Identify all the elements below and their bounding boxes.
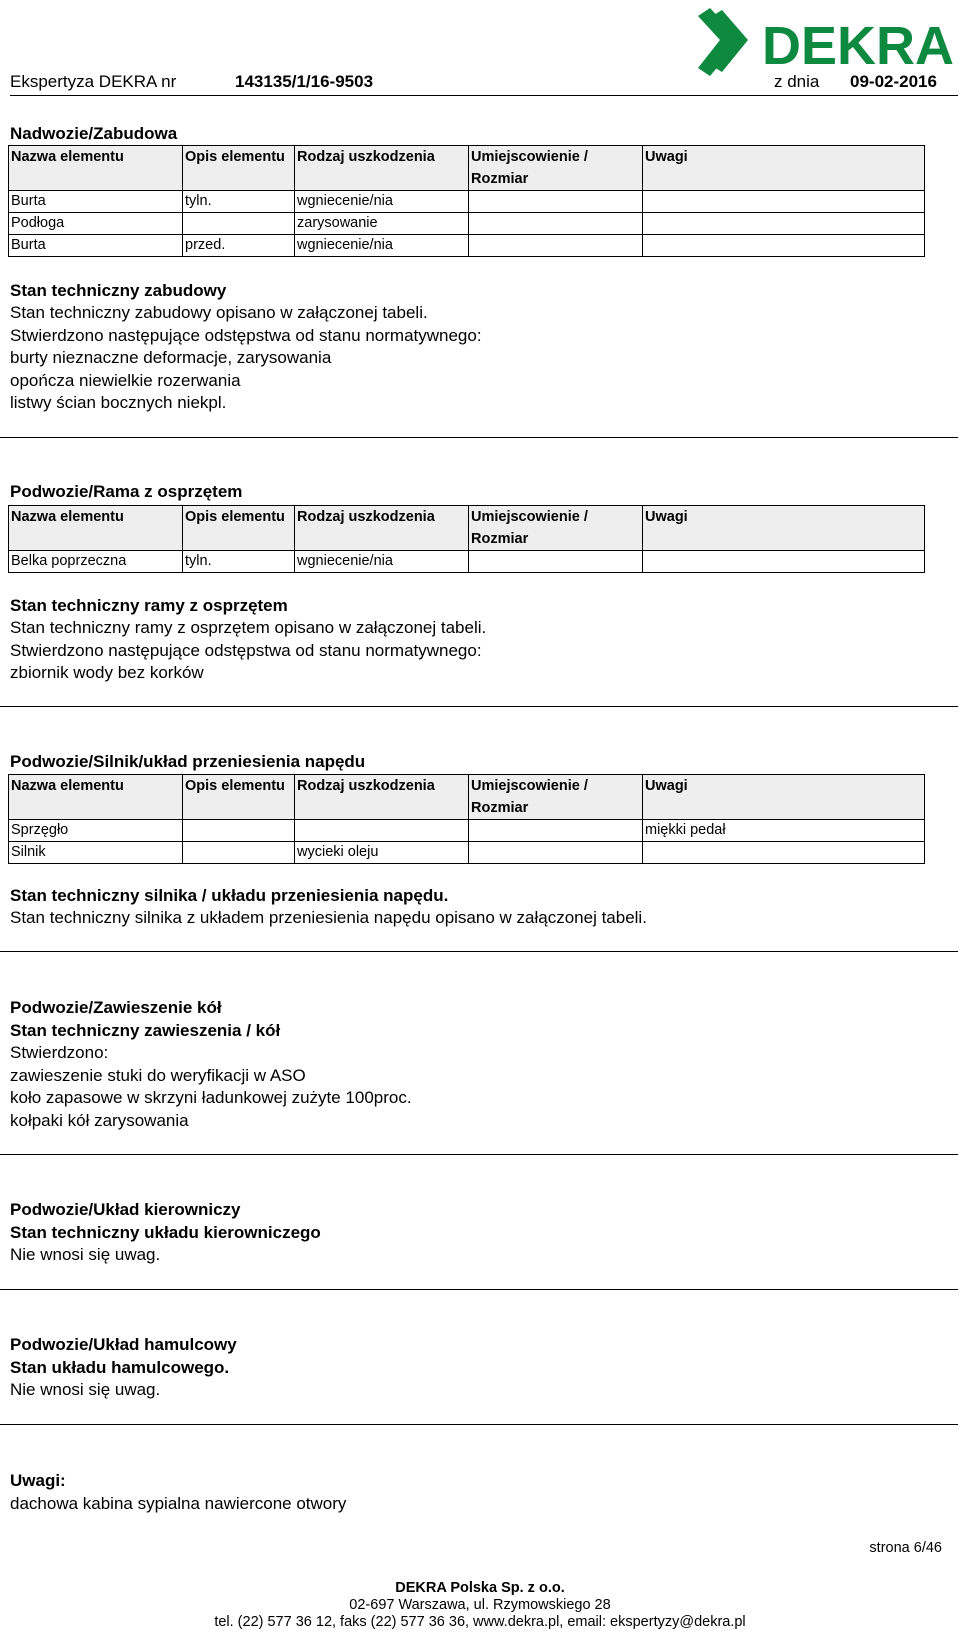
col-header-location: Umiejscowienie / Rozmiar (469, 775, 643, 820)
section-uwagi (10, 1470, 346, 1515)
cell-description: tyln. (183, 191, 295, 213)
cell-description: tyln. (183, 551, 295, 573)
cell-damage-type: wycieki oleju (295, 842, 469, 864)
col-header-name: Nazwa elementu (9, 146, 183, 191)
section-divider (0, 951, 958, 952)
status-title-zawieszenie: Stan techniczny zawieszenia / kół (10, 1020, 281, 1040)
report-label: Ekspertyza DEKRA nr (10, 72, 177, 91)
section-title-uwagi: Uwagi: (10, 1471, 66, 1490)
col-header-name: Nazwa elementu (9, 506, 183, 551)
cell-name: Burta (9, 235, 183, 257)
table-row (9, 820, 925, 842)
text-line: Stwierdzono następujące odstępstwa od stanu normatywnego: (10, 325, 482, 345)
cell-notes (643, 551, 925, 573)
table-row (9, 213, 925, 235)
cell-location (469, 842, 643, 864)
damage-table-silnik (8, 774, 925, 864)
table-row (9, 235, 925, 257)
page-value: 6/46 (913, 1540, 942, 1556)
col-header-location: Umiejscowienie / Rozmiar (469, 506, 643, 551)
table-header-row (9, 775, 925, 820)
table-row (9, 551, 925, 573)
col-header-description: Opis elementu (183, 506, 295, 551)
cell-notes (643, 213, 925, 235)
text-line: Stan techniczny ramy z osprzętem opisano w załączonej tabeli. (10, 618, 487, 637)
col-header-description: Opis elementu (183, 775, 295, 820)
cell-description: przed. (183, 235, 295, 257)
report-date: 09-02-2016 (850, 72, 937, 91)
section-divider (0, 1289, 958, 1290)
cell-damage-type: wgniecenie/nia (295, 191, 469, 213)
section-zawieszenie (10, 997, 412, 1132)
section-title-nadwozie: Nadwozie/Zabudowa (10, 124, 178, 143)
cell-notes (643, 235, 925, 257)
cell-location (469, 820, 643, 842)
dekra-wordmark: DEKRA (762, 16, 955, 76)
status-title-kierowniczy: Stan techniczny układu kierowniczego (10, 1222, 321, 1242)
text-line: koło zapasowe w skrzyni ładunkowej zużyte 100proc. (10, 1088, 412, 1107)
table-row (9, 842, 925, 864)
section-title-kierowniczy: Podwozie/Układ kierowniczy (10, 1200, 241, 1219)
cell-description (183, 213, 295, 235)
cell-location (469, 213, 643, 235)
table-row (9, 191, 925, 213)
text-line: zawieszenie stuki do weryfikacji w ASO (10, 1065, 306, 1085)
section-title-zawieszenie: Podwozie/Zawieszenie kół (10, 998, 222, 1017)
section-kierowniczy (10, 1199, 321, 1267)
text-line: Stwierdzono: (10, 1043, 109, 1062)
text-line: Stan techniczny zabudowy opisano w załączonej tabeli. (10, 303, 428, 322)
col-header-location: Umiejscowienie / Rozmiar (469, 146, 643, 191)
footer-company: DEKRA Polska Sp. z o.o. (395, 1580, 565, 1596)
section-divider (0, 1424, 958, 1425)
cell-name: Podłoga (9, 213, 183, 235)
section-divider (0, 1154, 958, 1155)
cell-location (469, 191, 643, 213)
page-number (869, 1540, 942, 1556)
cell-description (183, 820, 295, 842)
status-text-silnik (10, 907, 647, 930)
status-text-rama (10, 617, 486, 685)
table-header-row (9, 146, 925, 191)
text-line: Nie wnosi się uwag. (10, 1245, 161, 1264)
text-line: dachowa kabina sypialna nawiercone otwory (10, 1493, 347, 1513)
col-header-notes: Uwagi (643, 146, 925, 191)
col-header-damage-type: Rodzaj uszkodzenia (295, 146, 469, 191)
col-header-name: Nazwa elementu (9, 775, 183, 820)
cell-damage-type: wgniecenie/nia (295, 235, 469, 257)
col-header-notes: Uwagi (643, 506, 925, 551)
text-line: listwy ścian bocznych niekpl. (10, 393, 227, 412)
col-header-damage-type: Rodzaj uszkodzenia (295, 506, 469, 551)
text-line: Nie wnosi się uwag. (10, 1380, 161, 1399)
section-title-hamulcowy: Podwozie/Układ hamulcowy (10, 1335, 237, 1354)
text-line: Stwierdzono następujące odstępstwa od stanu normatywnego: (10, 640, 482, 660)
text-line: zbiornik wody bez korków (10, 663, 204, 682)
status-title-silnik: Stan techniczny silnika / układu przeniesienia napędu. (10, 886, 449, 905)
footer-address: 02-697 Warszawa, ul. Rzymowskiego 28 (349, 1597, 611, 1613)
status-title-hamulcowy: Stan układu hamulcowego. (10, 1357, 230, 1377)
cell-name: Sprzęgło (9, 820, 183, 842)
text-line: Stan techniczny silnika z układem przeniesienia napędu opisano w załączonej tabeli. (10, 908, 647, 927)
table-header-row (9, 506, 925, 551)
section-divider (0, 706, 958, 707)
cell-name: Belka poprzeczna (9, 551, 183, 573)
cell-location (469, 551, 643, 573)
footer-contact: tel. (22) 577 36 12, faks (22) 577 36 36, www.dekra.pl, email: ekspertyzy@dekra.pl (214, 1614, 746, 1630)
text-line: opończa niewielkie rozerwania (10, 370, 241, 390)
cell-name: Silnik (9, 842, 183, 864)
col-header-notes: Uwagi (643, 775, 925, 820)
section-title-rama: Podwozie/Rama z osprzętem (10, 482, 243, 501)
damage-table-nadwozie (8, 145, 925, 257)
cell-name: Burta (9, 191, 183, 213)
report-date-label: z dnia (774, 72, 820, 91)
status-title-rama: Stan techniczny ramy z osprzętem (10, 596, 288, 615)
dekra-logo (698, 6, 960, 78)
damage-table-rama (8, 505, 925, 573)
page-label: strona (869, 1540, 910, 1556)
report-number: 143135/1/16-9503 (235, 72, 374, 91)
col-header-damage-type: Rodzaj uszkodzenia (295, 775, 469, 820)
section-title-silnik: Podwozie/Silnik/układ przeniesienia napędu (10, 752, 366, 771)
cell-notes: miękki pedał (643, 820, 925, 842)
cell-notes (643, 191, 925, 213)
cell-damage-type: wgniecenie/nia (295, 551, 469, 573)
text-line: burty nieznaczne deformacje, zarysowania (10, 348, 332, 367)
status-text-nadwozie (10, 302, 482, 415)
cell-damage-type: zarysowanie (295, 213, 469, 235)
col-header-description: Opis elementu (183, 146, 295, 191)
status-title-nadwozie: Stan techniczny zabudowy (10, 281, 227, 300)
header-divider (10, 95, 958, 96)
section-hamulcowy (10, 1334, 237, 1402)
cell-damage-type (295, 820, 469, 842)
text-line: kołpaki kół zarysowania (10, 1110, 189, 1130)
cell-location (469, 235, 643, 257)
cell-description (183, 842, 295, 864)
cell-notes (643, 842, 925, 864)
section-divider (0, 437, 958, 438)
